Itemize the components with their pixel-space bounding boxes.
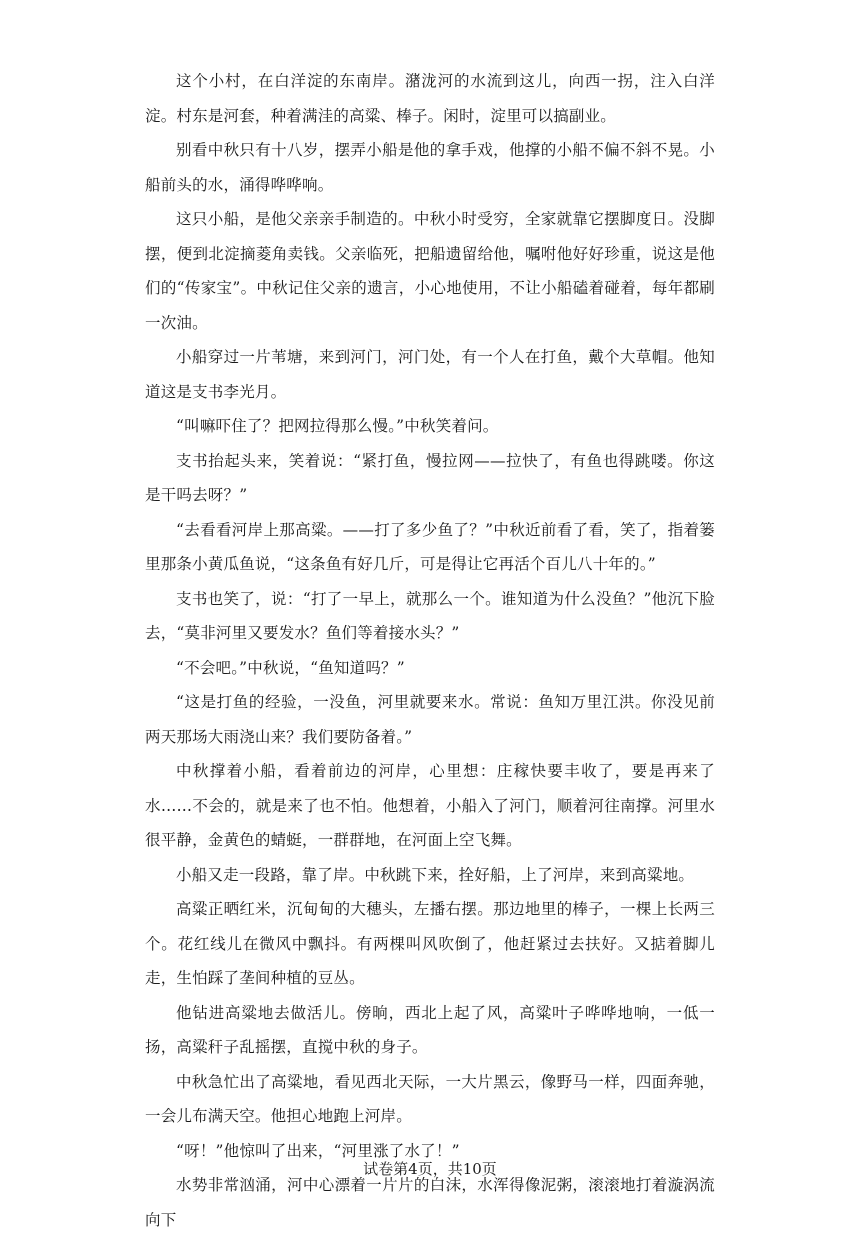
paragraph: 水势非常汹涌，河中心漂着一片片的白沫，水浑得像泥粥，滚滚地打着漩涡流向下: [145, 1176, 715, 1229]
paragraph: “这是打鱼的经验，一没鱼，河里就要来水。常说：鱼知万里江洪。你没见前两天那场大雨浇山来？我们要防备着。”: [145, 693, 715, 746]
paragraph: 中秋急忙出了高粱地，看见西北天际，一大片黑云，像野马一样，四面奔驰，一会儿布满天空。他担心地跑上河岸。: [145, 1072, 715, 1125]
paragraph: 他钻进高粱地去做活儿。傍晌，西北上起了风，高粱叶子哗哗地响，一低一扬，高粱秆子乱摇摆，直搅中秋的身子。: [145, 1003, 715, 1056]
paragraph: 小船穿过一片苇塘，来到河门，河门处，有一个人在打鱼，戴个大草帽。他知道这是支书李光月。: [145, 348, 715, 401]
paragraph: 这只小船，是他父亲亲手制造的。中秋小时受穷，全家就靠它摆脚度日。没脚摆，便到北淀摘菱角卖钱。父亲临死，把船遗留给他，嘱咐他好好珍重，说这是他们的“传家宝”。中秋记住父亲的遗言，小心地使用，不让小船磕着碰着，每年都刷一次油。: [145, 210, 715, 332]
paragraph: 这个小村，在白洋淀的东南岸。潴泷河的水流到这儿，向西一拐，注入白洋淀。村东是河套，种着满洼的高粱、棒子。闲时，淀里可以搞副业。: [145, 72, 715, 125]
paragraph: 高粱正晒红米，沉甸甸的大穗头，左播右摆。那边地里的棒子，一棵上长两三个。花红线儿在微风中飘抖。有两棵叫风吹倒了，他赶紧过去扶好。又掂着脚儿走，生怕踩了垄间种植的豆丛。: [145, 900, 715, 987]
paragraph: “叫嘛吓住了？把网拉得那么慢。”中秋笑着问。: [176, 417, 499, 435]
article-body: [145, 64, 715, 1237]
paragraph: 别看中秋只有十八岁，摆弄小船是他的拿手戏，他撑的小船不偏不斜不晃。小船前头的水，涌得哗哗响。: [145, 141, 715, 194]
paragraph: “呀！”他惊叫了出来，“河里涨了水了！”: [176, 1141, 460, 1160]
paragraph: “不会吧。”中秋说，“鱼知道吗？”: [176, 658, 405, 677]
paragraph: 支书也笑了，说：“打了一早上，就那么一个。谁知道为什么没鱼？”他沉下脸去，“莫非河里又要发水？鱼们等着接水头？”: [145, 589, 715, 642]
paragraph: “去看看河岸上那高粱。——打了多少鱼了？”中秋近前看了看，笑了，指着篓里那条小黄瓜鱼说，“这条鱼有好几斤，可是得让它再活个百儿八十年的。”: [145, 520, 715, 573]
paragraph: 中秋撑着小船，看着前边的河岸，心里想：庄稼快要丰收了，要是再来了水……不会的，就是来了也不怕。他想着，小船入了河门，顺着河往南撑。河里水很平静，金黄色的蜻蜓，一群群地，在河面上空飞舞。: [145, 762, 715, 849]
paragraph: 支书抬起头来，笑着说：“紧打鱼，慢拉网——拉快了，有鱼也得跳喽。你这是干吗去呀？”: [145, 451, 715, 504]
page-footer: 试卷第4页，共10页: [363, 1160, 497, 1178]
paragraph: 小船又走一段路，靠了岸。中秋跳下来，拴好船，上了河岸，来到高粱地。: [176, 865, 695, 884]
